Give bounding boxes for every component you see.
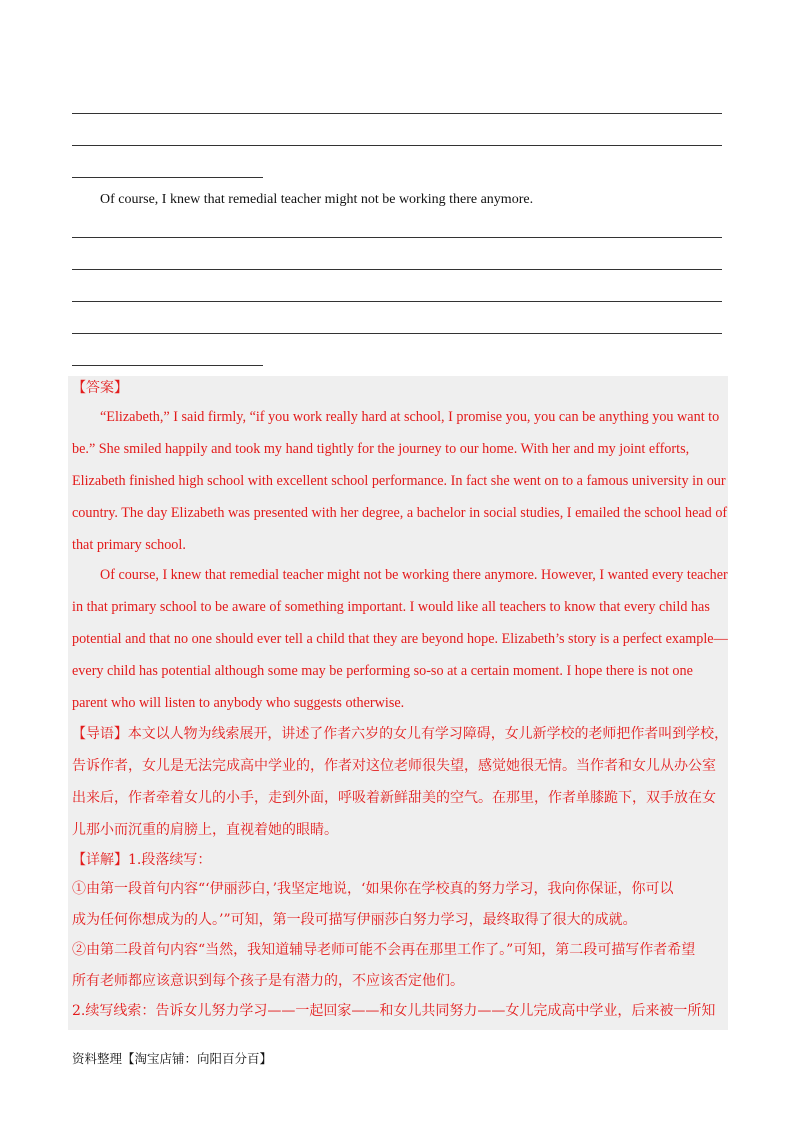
answer-line: Of course, I knew that remedial teacher might not be working there anymore. However, I wanted every teacher — [100, 567, 728, 583]
answer-line: every child has potential although some may be performing so-so at a certain moment. I hope there is not one — [72, 663, 693, 679]
detail-line: 所有老师都应该意识到每个孩子是有潜力的，不应该否定他们。 — [72, 973, 464, 989]
detail-line: 【详解】1.段落续写： — [72, 852, 212, 868]
writing-line-short — [72, 177, 263, 178]
writing-line — [72, 333, 722, 334]
answer-line: be.” She smiled happily and took my hand tightly for the journey to our home. With her and my joint efforts, — [72, 441, 690, 457]
writing-line — [72, 301, 722, 302]
writing-line — [72, 269, 722, 270]
page-footer: 资料整理【淘宝店铺：向阳百分百】 — [72, 1051, 273, 1066]
guide-line: 【导语】本文以人物为线索展开，讲述了作者六岁的女儿有学习障碍，女儿新学校的老师把作者叫到学校， — [72, 726, 729, 742]
detail-line: ①由第一段首句内容“‘伊丽莎白，’我坚定地说，‘如果你在学校真的努力学习，我向你保证，你可以 — [72, 881, 674, 897]
answer-line: in that primary school to be aware of something important. I would like all teachers to know that every child has — [72, 599, 710, 615]
detail-line: 成为任何你想成为的人。’”可知，第一段可描写伊丽莎白努力学习，最终取得了很大的成就。 — [72, 912, 637, 928]
answer-line: country. The day Elizabeth was presented with her degree, a bachelor in social studies, I emailed the school head of — [72, 505, 728, 521]
answer-heading: 【答案】 — [72, 380, 128, 396]
detail-line: ②由第二段首句内容“当然，我知道辅导老师可能不会再在那里工作了。”可知，第二段可描写作者希望 — [72, 942, 696, 958]
detail-line: 2.续写线索：告诉女儿努力学习——一起回家——和女儿共同努力——女儿完成高中学业，后来被一所知 — [72, 1003, 716, 1019]
writing-line-short — [72, 365, 263, 366]
guide-line: 儿那小而沉重的肩膀上，直视着她的眼睛。 — [72, 822, 338, 838]
answer-line: “Elizabeth,” I said firmly, “if you work really hard at school, I promise you, you can be anything you want to — [100, 409, 720, 425]
answer-line: potential and that no one should ever tell a child that they are beyond hope. Elizabeth’s story is a perfect example— — [72, 631, 728, 647]
answer-line: Elizabeth finished high school with excellent school performance. In fact she went on to a famous university in our — [72, 473, 726, 489]
answer-line: parent who will listen to anybody who suggests otherwise. — [72, 695, 405, 711]
guide-line: 告诉作者，女儿是无法完成高中学业的，作者对这位老师很失望，感觉她很无情。当作者和女儿从办公室 — [72, 758, 716, 774]
answer-line: that primary school. — [72, 537, 186, 553]
writing-line — [72, 237, 722, 238]
guide-line: 出来后，作者牵着女儿的小手，走到外面，呼吸着新鲜甜美的空气。在那里，作者单膝跪下，双手放在女 — [72, 790, 716, 806]
writing-line — [72, 113, 722, 114]
writing-line — [72, 145, 722, 146]
paragraph-prompt: Of course, I knew that remedial teacher might not be working there anymore. — [100, 192, 534, 207]
